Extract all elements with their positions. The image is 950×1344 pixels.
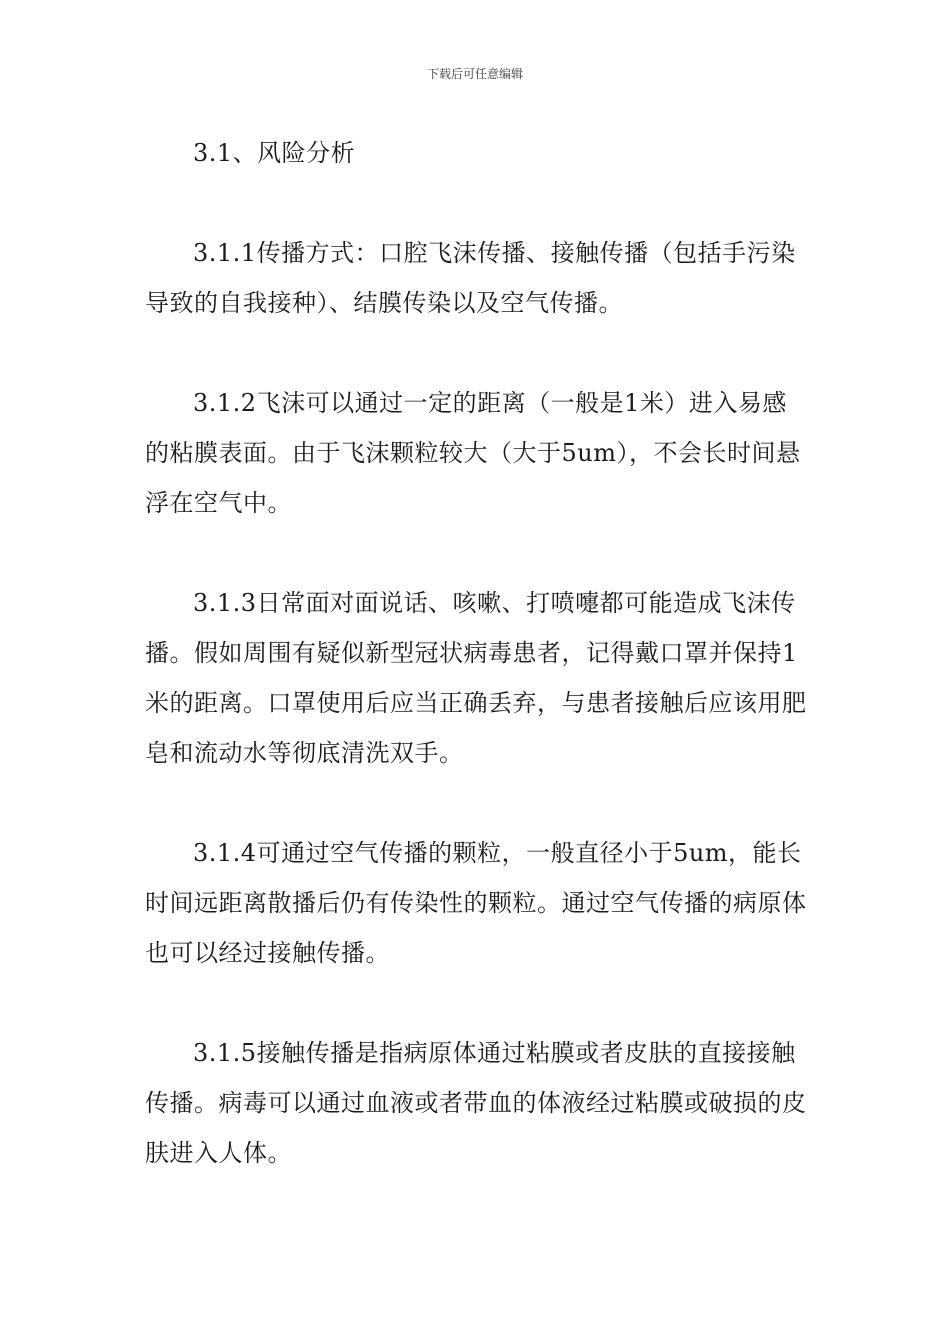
section-heading-risk-analysis: 3.1、风险分析: [193, 139, 356, 167]
page-header-note: 下载后可任意编辑: [426, 67, 523, 81]
paragraph-3-1-2: 3.1.2飞沫可以通过一定的距离（一般是1米）进入易感的粘膜表面。由于飞沫颗粒较大（大于5um），不会长时间悬浮在空气中。: [145, 389, 801, 517]
paragraph-3-1-4: 3.1.4可通过空气传播的颗粒，一般直径小于5um，能长时间远距离散播后仍有传染性的颗粒。通过空气传播的病原体也可以经过接触传播。: [145, 839, 807, 967]
paragraph-3-1-5: 3.1.5接触传播是指病原体通过粘膜或者皮肤的直接接触传播。病毒可以通过血液或者带血的体液经过粘膜或破损的皮肤进入人体。: [145, 1039, 807, 1167]
document-body: [145, 128, 807, 1228]
paragraph-3-1-3: 3.1.3日常面对面说话、咳嗽、打喷嚏都可能造成飞沫传播。假如周围有疑似新型冠状病毒患者，记得戴口罩并保持1米的距离。口罩使用后应当正确丢弃，与患者接触后应该用肥皂和流动水等彻底清洗双手。: [145, 589, 807, 767]
paragraph-3-1-1: 3.1.1传播方式：口腔飞沫传播、接触传播（包括手污染导致的自我接种）、结膜传染以及空气传播。: [145, 239, 796, 317]
